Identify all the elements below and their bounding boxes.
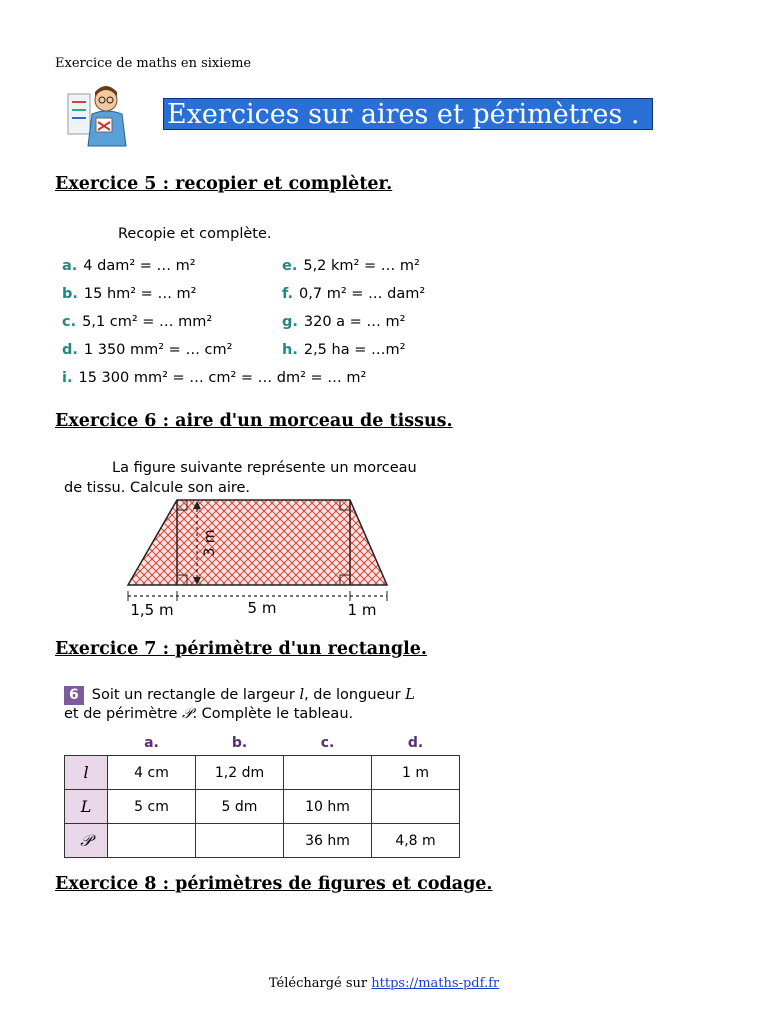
item-text: 1 350 mm² = … cm²: [83, 342, 233, 358]
column-header: c.: [320, 735, 335, 751]
exercise-8-heading: Exercice 8 : périmètres de figures et codage.: [55, 874, 493, 894]
item-text: 320 a = … m²: [303, 314, 406, 330]
page-title-banner: Exercices sur aires et périmètres .: [163, 98, 653, 130]
table-row: [65, 790, 460, 824]
item-text: 5,1 cm² = … mm²: [82, 314, 213, 330]
statement-line-2: [64, 705, 464, 724]
table-cell: [372, 790, 460, 824]
item-text: 4 dam² = … m²: [83, 258, 196, 274]
column-header: d.: [407, 735, 424, 751]
exercise-5-item-c: [62, 314, 212, 330]
table-cell: 4 cm: [108, 756, 196, 790]
variable-l: l: [299, 687, 305, 703]
item-letter: f.: [282, 286, 294, 302]
variable-L: L: [405, 687, 415, 703]
table-cell: 36 hm: [284, 824, 372, 858]
exercise-5-intro: Recopie et complète.: [118, 226, 272, 242]
page-header-text: Exercice de maths en sixieme: [55, 56, 252, 71]
statement-text: , de longueur: [304, 687, 401, 703]
exercise-6-heading: Exercice 6 : aire d'un morceau de tissus.: [55, 411, 453, 431]
exercise-5-item-a: [62, 258, 196, 274]
item-text: 15 hm² = … m²: [83, 286, 197, 302]
exercise-6-statement: [64, 458, 464, 498]
item-text: 2,5 ha = …m²: [303, 342, 406, 358]
table-cell: 4,8 m: [372, 824, 460, 858]
item-letter: a.: [62, 258, 78, 274]
variable-P: 𝒫: [181, 706, 193, 722]
table-cell: 10 hm: [284, 790, 372, 824]
item-letter: h.: [282, 342, 298, 358]
item-letter: b.: [62, 286, 78, 302]
row-header-L: L: [65, 790, 108, 824]
table-row: [65, 756, 460, 790]
trapezoid-figure: [120, 495, 460, 620]
exercise-7-heading: Exercice 7 : périmètre d'un rectangle.: [55, 639, 427, 659]
table-cell: 5 dm: [196, 790, 284, 824]
left-base-label: 1,5 m: [130, 601, 174, 619]
table-cell: 1 m: [372, 756, 460, 790]
page-footer: [0, 976, 768, 991]
table-cell: [196, 824, 284, 858]
exercise-number-badge: 6: [64, 686, 84, 705]
item-text: 5,2 km² = … m²: [303, 258, 420, 274]
item-letter: e.: [282, 258, 298, 274]
column-header: a.: [144, 735, 159, 751]
table-header-row: [65, 731, 460, 756]
statement-text: . Complète le tableau.: [192, 706, 354, 722]
corner-cell: [65, 731, 108, 756]
trapezoid-shape: [128, 500, 387, 585]
footer-prefix: Téléchargé sur: [268, 976, 368, 991]
column-header: b.: [231, 735, 248, 751]
item-text: 0,7 m² = … dam²: [299, 286, 426, 302]
statement-line-1: La figure suivante représente un morceau: [112, 460, 417, 476]
exercise-5-item-b: [62, 286, 197, 302]
exercise-5-item-i: [62, 370, 366, 386]
item-letter: g.: [282, 314, 298, 330]
teacher-logo-icon: [66, 84, 132, 148]
statement-line-2: de tissu. Calcule son aire.: [64, 480, 251, 496]
item-letter: d.: [62, 342, 78, 358]
height-label: 3 m: [202, 529, 218, 557]
middle-base-label: 5 m: [247, 599, 277, 617]
exercise-5-item-d: [62, 342, 232, 358]
item-letter: c.: [62, 314, 77, 330]
exercise-5-item-f: [282, 286, 425, 302]
exercise-5-item-h: [282, 342, 405, 358]
table-cell: 1,2 dm: [196, 756, 284, 790]
row-header-P: 𝒫: [65, 824, 108, 858]
table-row: [65, 824, 460, 858]
item-text: 15 300 mm² = … cm² = … dm² = … m²: [78, 370, 367, 386]
statement-text: et de périmètre: [64, 706, 178, 722]
footer-link[interactable]: https://maths-pdf.fr: [371, 976, 500, 991]
right-base-label: 1 m: [347, 601, 377, 619]
row-header-l: l: [65, 756, 108, 790]
exercise-5-heading: Exercice 5 : recopier et complèter.: [55, 174, 393, 194]
item-letter: i.: [62, 370, 73, 386]
perimeter-table: [64, 731, 460, 858]
statement-line-1: [64, 686, 464, 705]
table-cell: 5 cm: [108, 790, 196, 824]
statement-text: Soit un rectangle de largeur: [91, 687, 295, 703]
exercise-7-statement: [64, 686, 464, 724]
exercise-5-item-g: [282, 314, 405, 330]
table-cell: [108, 824, 196, 858]
table-cell: [284, 756, 372, 790]
exercise-5-item-e: [282, 258, 420, 274]
